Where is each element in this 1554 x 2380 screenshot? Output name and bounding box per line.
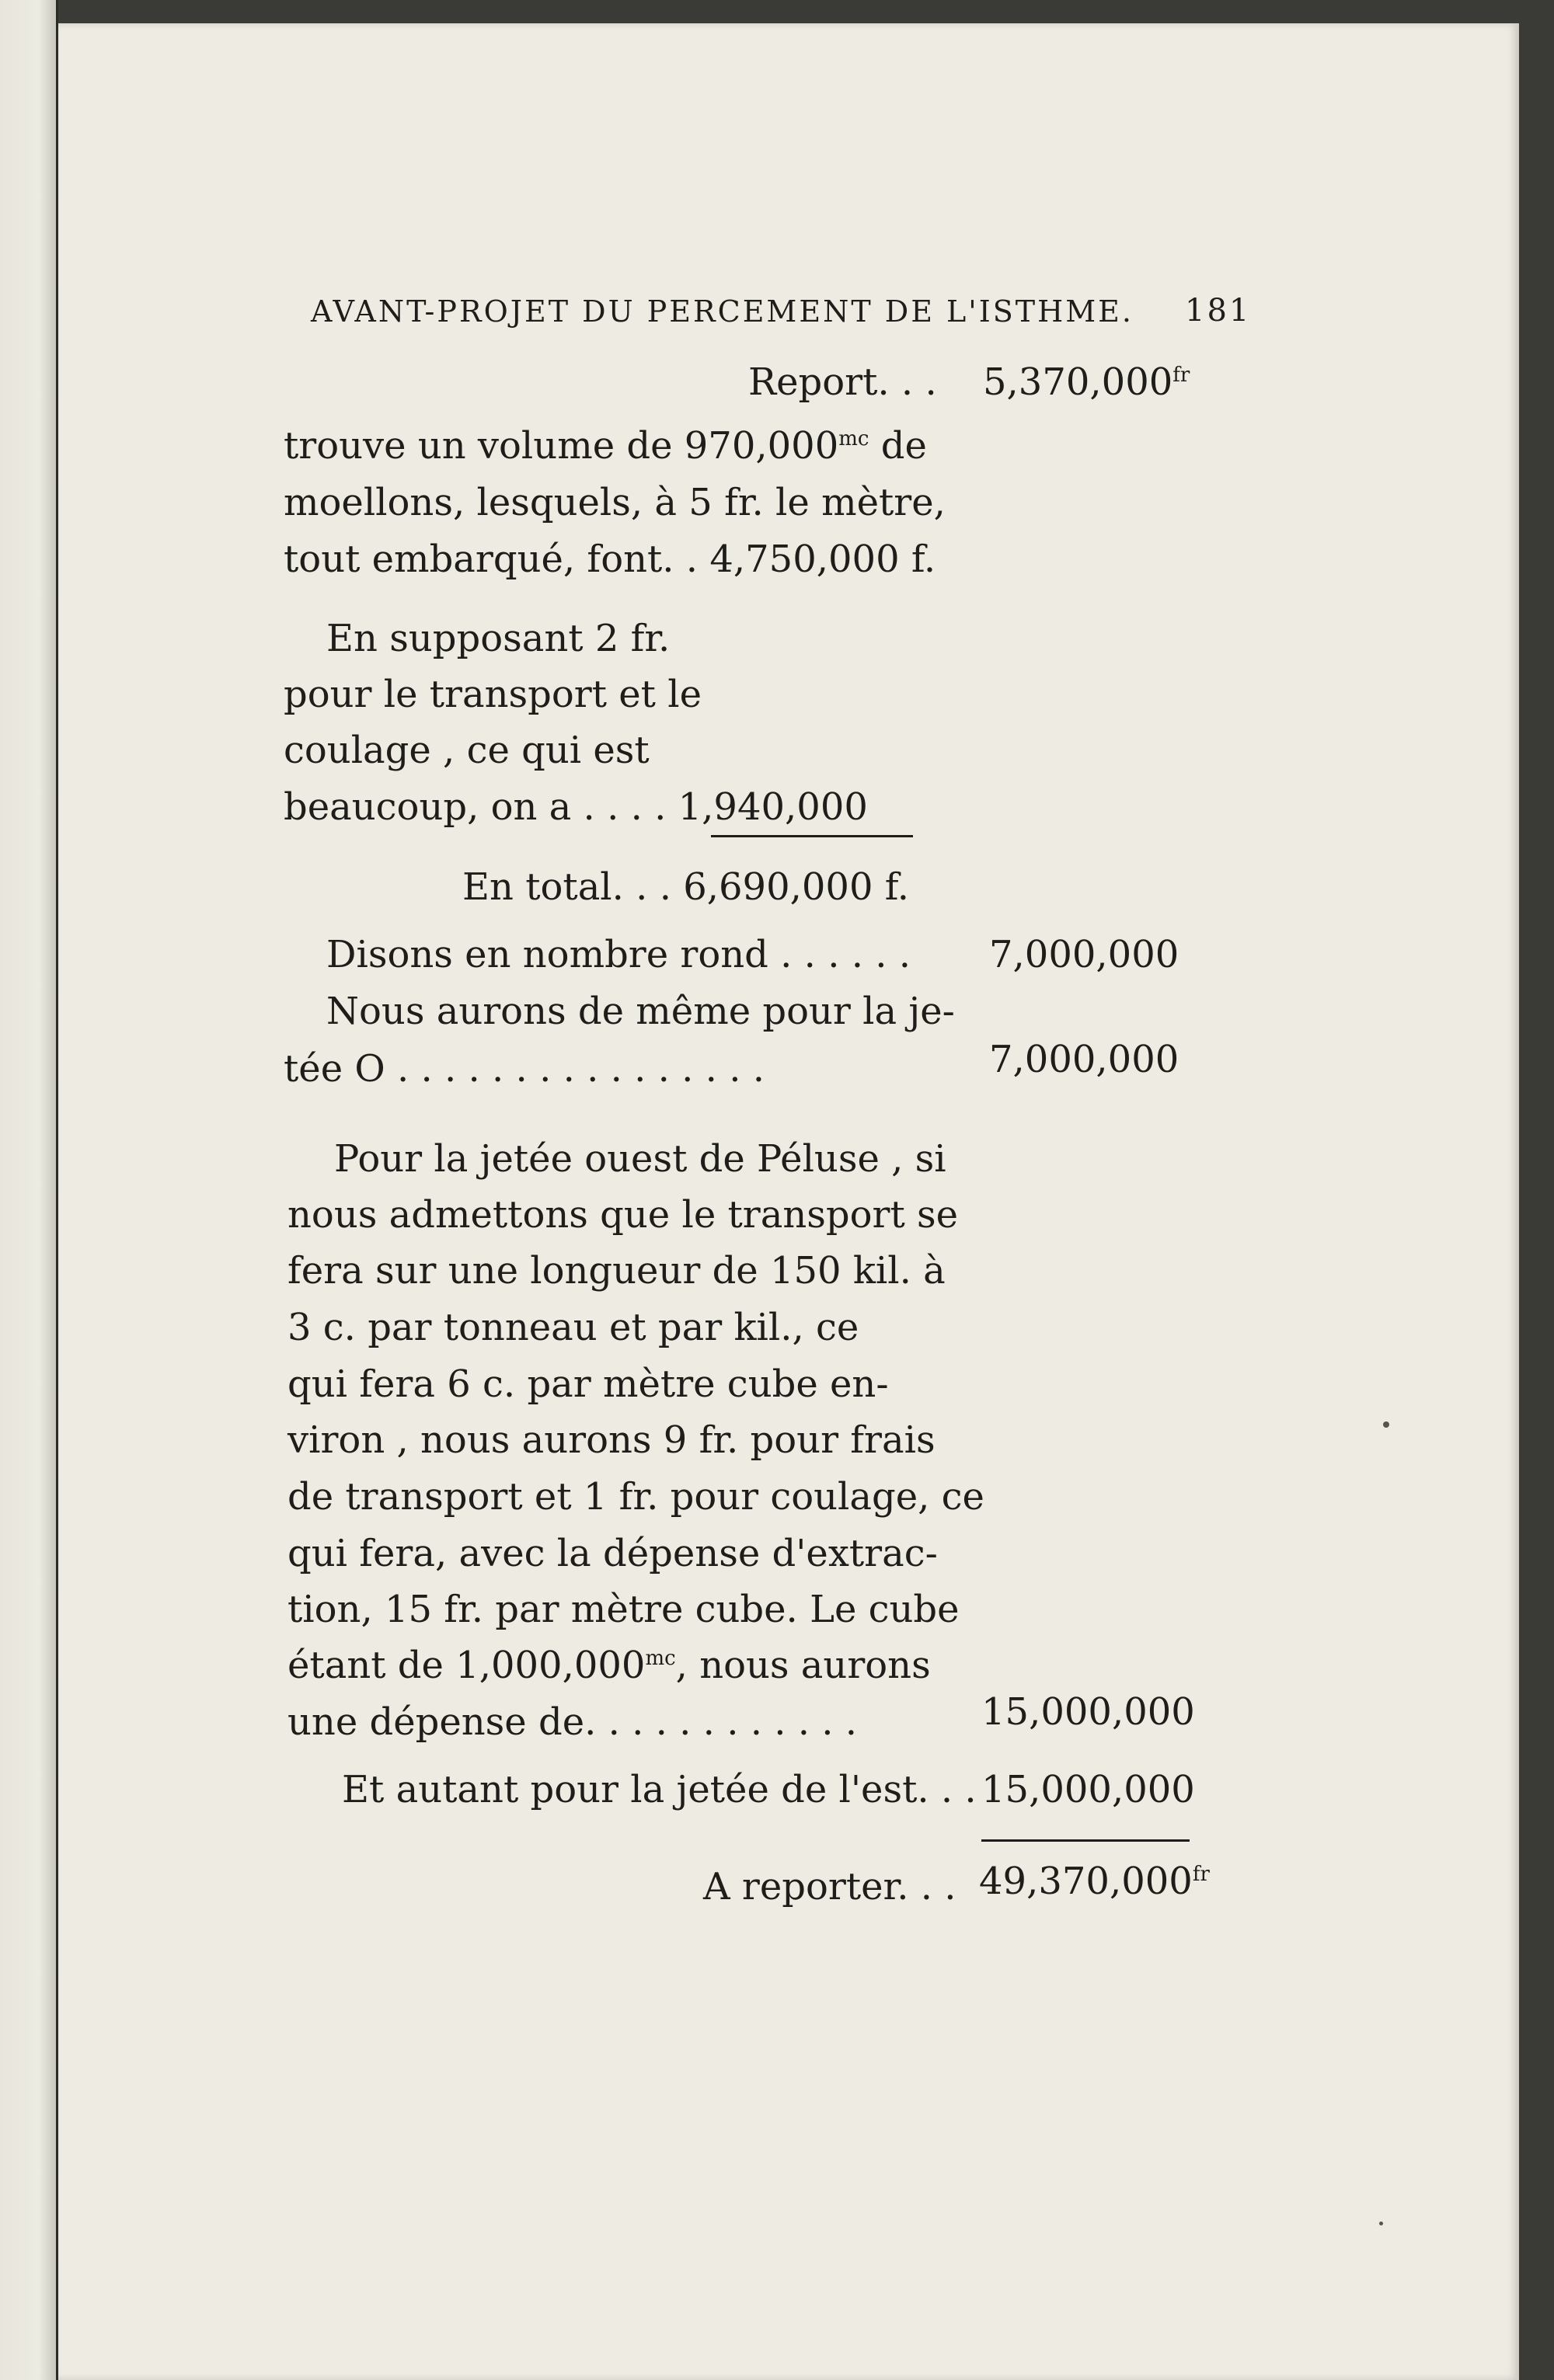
para1-line1: trouve un volume de $970,000^{mc}$ de [284,424,927,468]
jetee-o-amount: 7,000,000 [989,1038,1179,1081]
report-label: Report. . . [748,360,937,404]
running-header: AVANT-PROJET DU PERCEMENT DE L'ISTHME. [311,294,1134,329]
para3-line4: 3 c. par tonneau et par kil., ce [287,1306,859,1349]
a-reporter-amount: $49,370,000^{fr}$ [979,1860,1210,1903]
paper-speck [1379,2222,1383,2225]
subtotal-rule [711,835,913,837]
para2-line4: beaucoup, on a . . . . 1,940,000 [284,785,868,829]
para3-amount: 15,000,000 [981,1690,1195,1734]
para2-line3: coulage , ce qui est [284,729,650,772]
para3-line6: viron , nous aurons 9 fr. pour frais [287,1418,936,1462]
para2-line1: En supposant 2 fr. [326,617,671,660]
jetee-o-line1: Nous aurons de même pour la je- [326,990,955,1033]
para2-line2: pour le transport et le [284,673,702,716]
para1-line3: tout embarqué, font. . 4,750,000 f. [284,538,936,581]
para3-line5: qui fera 6 c. par mètre cube en- [287,1362,889,1406]
para3-line1: Pour la jetée ouest de Péluse , si [334,1137,946,1181]
para3-line3: fera sur une longueur de 150 kil. à [287,1249,946,1293]
book-cover-edge [1519,0,1554,2380]
total-line: En total. . . 6,690,000 f. [462,865,910,909]
a-reporter-label: A reporter. . . [703,1865,956,1909]
jetee-o-line2: tée O . . . . . . . . . . . . . . . . [284,1047,765,1091]
page-number: 181 [1185,293,1252,329]
para3-line11: une dépense de. . . . . . . . . . . . [287,1700,858,1744]
report-amount: $5,370,000^{fr}$ [983,360,1190,404]
para3-line7: de transport et 1 fr. pour coulage, ce [287,1475,984,1519]
para3-line2: nous admettons que le transport se [287,1193,959,1237]
est-amount: 15,000,000 [981,1768,1195,1811]
paper-speck [1383,1421,1389,1428]
est-label: Et autant pour la jetée de l'est. . . [342,1768,977,1811]
disons-amount: 7,000,000 [989,933,1179,976]
para1-line2: moellons, lesquels, à 5 fr. le mètre, [284,481,946,524]
disons-label: Disons en nombre rond . . . . . . [326,933,911,976]
book-page [58,23,1519,2380]
para3-line10: étant de $1,000,000^{mc}$, nous aurons [287,1644,931,1687]
para3-line8: qui fera, avec la dépense d'extrac- [287,1532,938,1575]
grand-total-rule [981,1839,1190,1842]
previous-page-edge [0,0,56,2380]
para3-line9: tion, 15 fr. par mètre cube. Le cube [287,1588,960,1631]
